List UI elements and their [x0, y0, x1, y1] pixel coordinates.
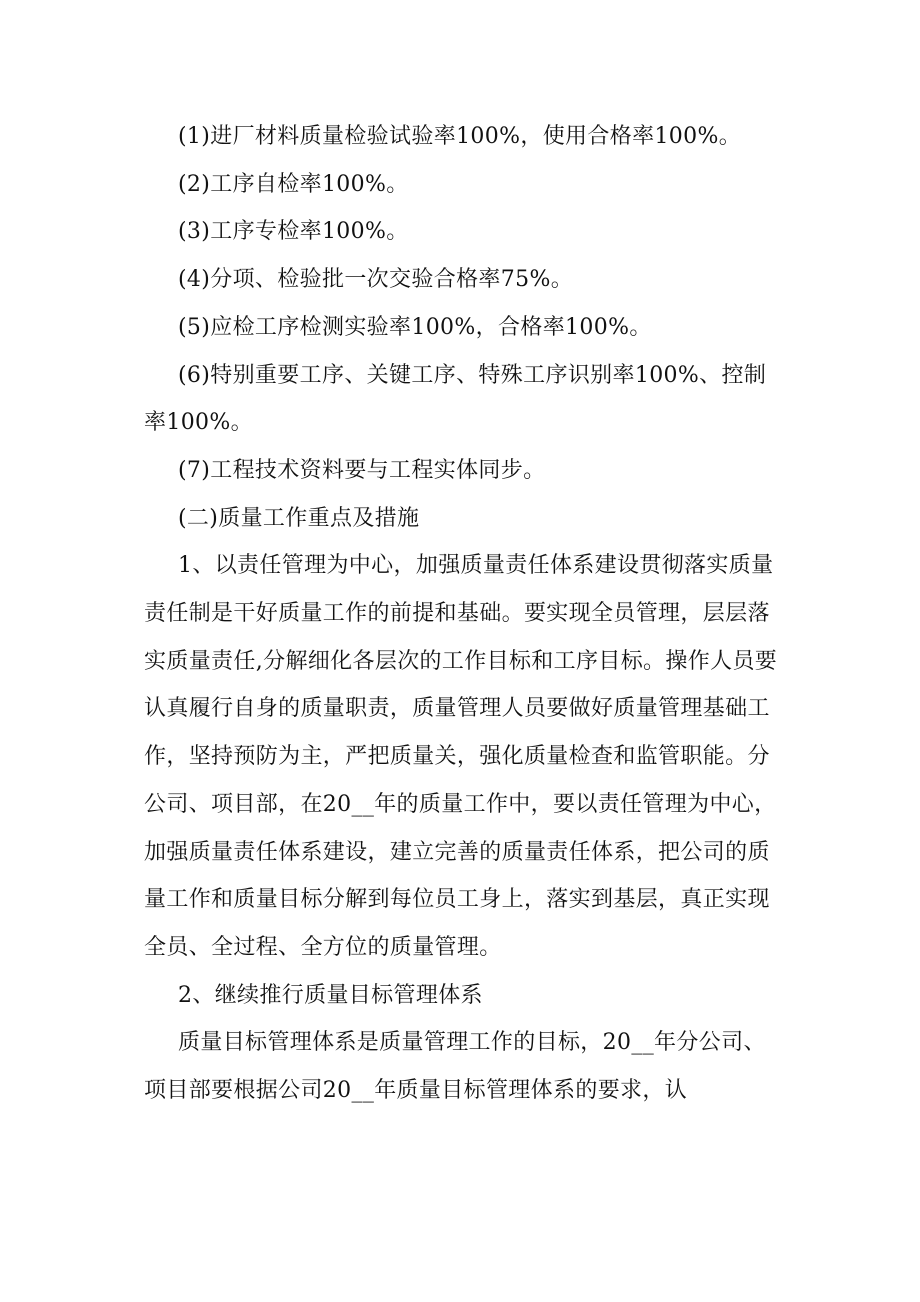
goal-item-7: (7)工程技术资料要与工程实体同步。 — [178, 457, 546, 483]
measure-heading-2: 2、继续推行质量目标管理体系 — [178, 982, 483, 1008]
goal-item-4: (4)分项、检验批一次交验合格率75%。 — [178, 267, 574, 293]
measure-paragraph-1: 1、以责任管理为中心，加强质量责任体系建设贯彻落实质量责任制是干好质量工作的前提和基础。要实现全员管理，层层落实质量责任,分解细化各层次的工作目标和工序目标。操作人员要认真履行自身的质量职责，质量管理人员要做好质量管理基础工作，坚持预防为主，严把质量关，强化质量检查和监管职能。分公司、项目部，在20__年的质量工作中，要以责任管理为中心，加强质量责任体系建设，建立完善的质量责任体系，把公司的质量工作和质量目标分解到每位员工身上，落实到基层，真正实现全员、全过程、全方位的质量管理。 — [144, 553, 778, 960]
goal-item-3: (3)工序专检率100%。 — [178, 219, 409, 245]
section-heading: (二)质量工作重点及措施 — [178, 505, 420, 531]
document-body — [144, 113, 778, 1115]
goal-item-1: (1)进厂材料质量检验试验率100%，使用合格率100%。 — [178, 124, 742, 149]
goal-item-2: (2)工序自检率100%。 — [178, 171, 409, 197]
goal-item-6: (6)特别重要工序、关键工序、特殊工序识别率100%、控制率100%。 — [144, 362, 767, 436]
measure-paragraph-2: 质量目标管理体系是质量管理工作的目标，20__年分公司、项目部要根据公司20__年质量目标管理体系的要求，认 — [144, 1030, 766, 1104]
goal-item-5: (5)应检工序检测实验率100%，合格率100%。 — [178, 314, 652, 340]
